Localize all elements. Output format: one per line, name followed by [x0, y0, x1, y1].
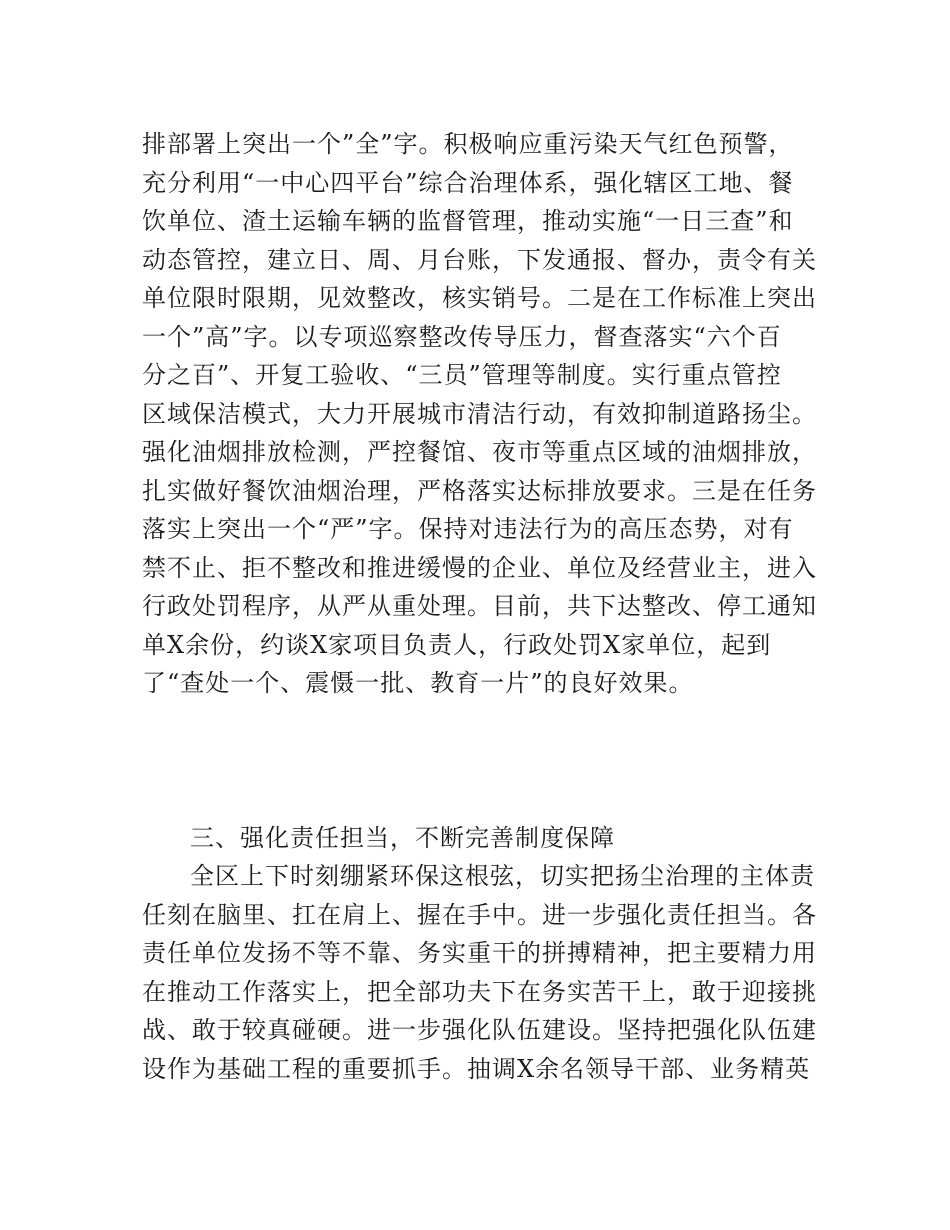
text-line: 分之百”、开复工验收、“三员”管理等制度。实行重点管控: [142, 361, 782, 389]
text-line: 任刻在脑里、扛在肩上、握在手中。进一步强化责任担当。各: [142, 900, 817, 929]
text-line: 扎实做好餐饮油烟治理，严格落实达标排放要求。三是在任务: [142, 476, 817, 505]
text-line: 战、敢于较真碰硬。进一步强化队伍建设。坚持把强化队伍建: [142, 1016, 817, 1044]
text-line: 饮单位、渣土运输车辆的监督管理，推动实施“一日三查”和: [142, 207, 794, 235]
text-line: 排部署上突出一个”全”字。积极响应重污染天气红色预警，: [142, 130, 794, 158]
body-paragraph-continued: [142, 124, 817, 702]
section-heading-block: [142, 818, 810, 857]
text-line: 单X余份，约谈X家项目负责人，行政处罚X家单位，起到: [142, 630, 772, 659]
text-line: 禁不止、拒不整改和推进缓慢的企业、单位及经营业主，进入: [142, 553, 817, 582]
text-line: 区域保洁模式，大力开展城市清洁行动，有效抑制道路扬尘。: [142, 399, 817, 428]
text-line: 全区上下时刻绷紧环保这根弦，切实把扬尘治理的主体责: [190, 862, 815, 890]
text-line: 了“查处一个、震慑一批、教育一片”的良好效果。: [142, 669, 694, 697]
text-line: 行政处罚程序，从严从重处理。目前，共下达整改、停工通知: [142, 592, 817, 620]
text-line: 一个”高”字。以专项巡察整改传导压力，督查落实“六个百: [142, 322, 782, 351]
text-line: 设作为基础工程的重要抓手。抽调X余名领导干部、业务精英: [142, 1054, 811, 1083]
text-line: 在推动工作落实上，把全部功夫下在务实苦干上，敢于迎接挑: [142, 977, 817, 1006]
text-line: 责任单位发扬不等不靠、务实重干的拼搏精神，把主要精力用: [142, 939, 817, 967]
text-line: 单位限时限期，见效整改，核实销号。二是在工作标准上突出: [142, 284, 817, 312]
text-line: 落实上突出一个“严”字。保持对违法行为的高压态势，对有: [142, 515, 794, 543]
text-line: 充分利用“一中心四平台”综合治理体系，强化辖区工地、餐: [142, 168, 794, 197]
body-paragraph: [142, 856, 817, 1087]
text-line: 动态管控，建立日、周、月台账，下发通报、督办，责令有关: [142, 245, 817, 274]
text-line: 强化油烟排放检测，严控餐馆、夜市等重点区域的油烟排放，: [142, 438, 817, 466]
section-heading: 三、强化责任担当，不断完善制度保障: [190, 824, 615, 852]
